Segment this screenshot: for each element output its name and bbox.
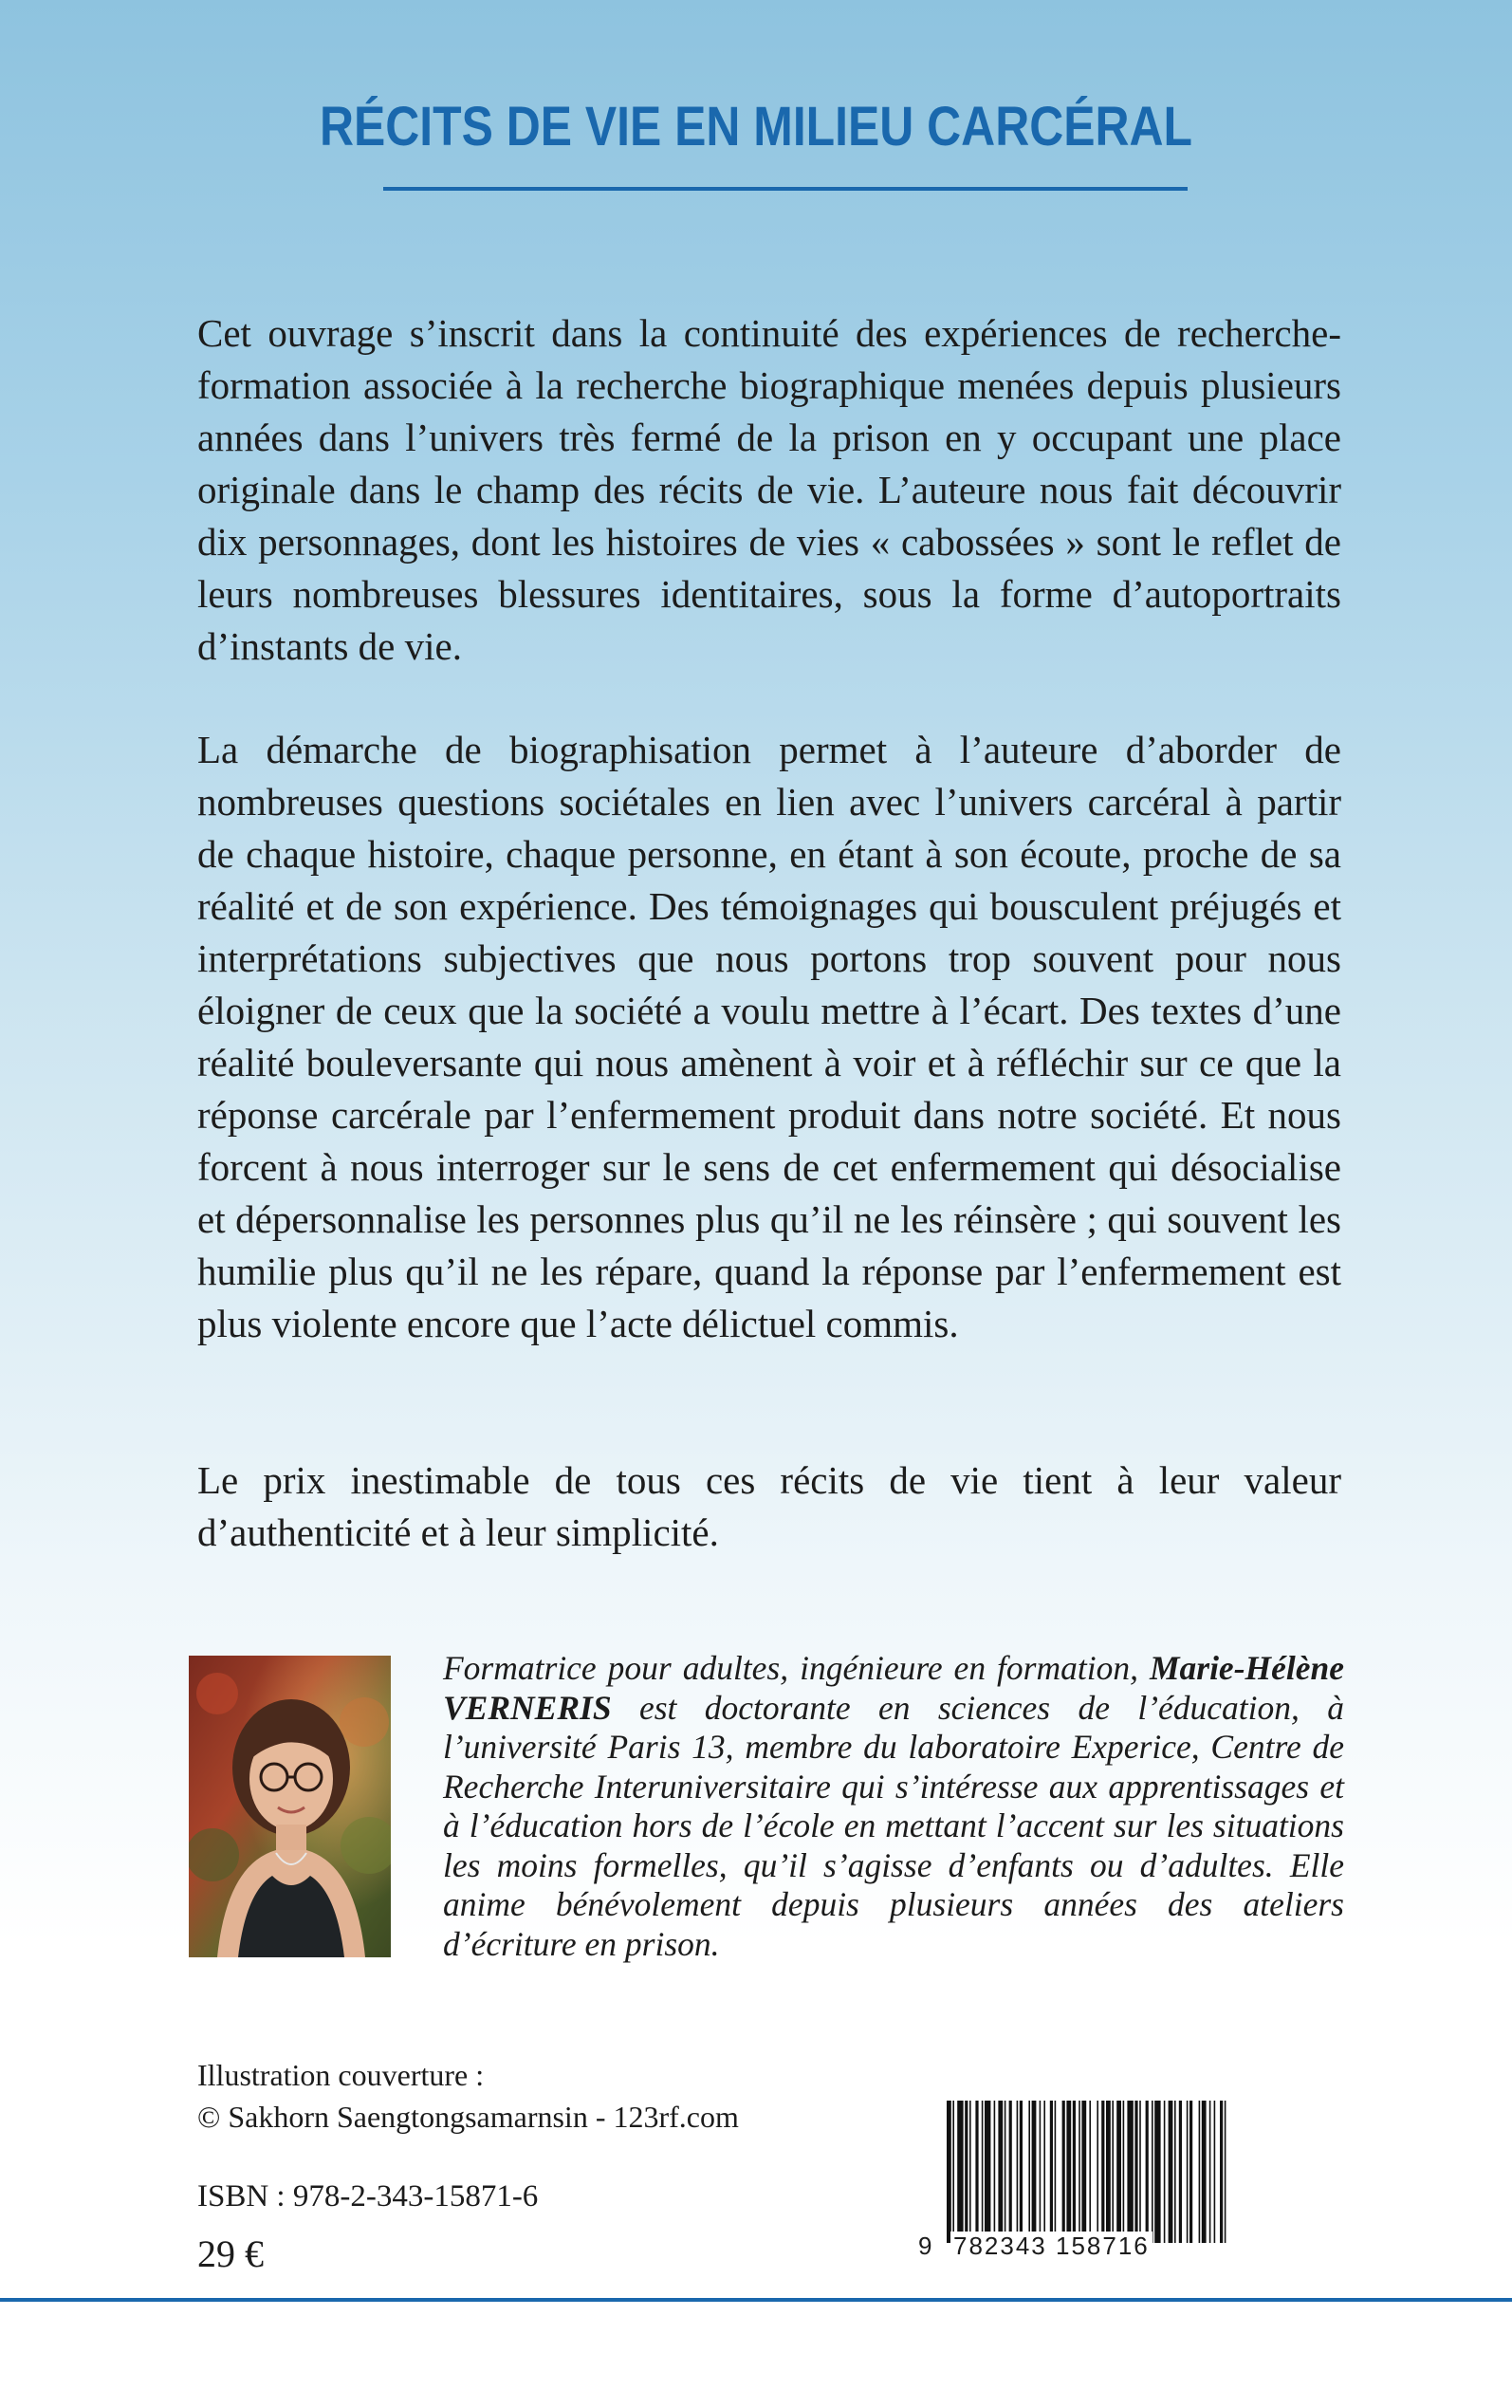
barcode-bar [1154,2101,1160,2243]
barcode-bar [957,2101,963,2243]
barcode-bar [965,2101,968,2243]
barcode-bar [975,2101,978,2243]
summary-paragraph-2: La démarche de biographisation permet à l’auteure d’aborder de nombreuses questions sociétales en lien avec l’univers carcéral à partir de chaque histoire, chaque personne, en étant à son écoute, proche de sa réalité et de son expérience. Des témoignages qui bousculent préjugés et interprétations subjectives que nous portons trop souvent pour nous éloigner de ceux que la société a voulu mettre à l’écart. Des textes d’une réalité bouleversante qui nous amènent à voir et à réfléchir sur ce que la réponse carcérale par l’enfermement produit dans notre société. Et nous forcent à nous interroger sur le sens de cet enfermement qui désocialise et dépersonnalise les personnes plus qu’il ne les réinsère ; qui souvent les humilie plus qu’il ne les répare, quand la réponse par l’enfermement est plus violente encore que l’acte délictuel commis. [197,728,1341,1345]
author-photo [189,1656,391,1957]
barcode-bar [1123,2101,1125,2243]
barcode-bar [1062,2101,1065,2243]
barcode-bar [1179,2101,1182,2243]
barcode-bar [1081,2101,1086,2243]
barcode-bar [1127,2101,1133,2243]
bio-text: est doctorante en sciences de l’éducation, à l’université Paris 13, membre du laboratoire Experice, Centre de Recherche Interuniversitaire qui s’intéresse aux apprentissages et à l’éducation hors de l’école en mettant l’accent sur les situations les moins formelles, qu’il s’agisse d’enfants ou d’adultes. Elle anime bénévolement depuis plusieurs années des ateliers d’écriture en prison. [443,1688,1344,1963]
barcode-bar [1214,2101,1216,2243]
barcode-bar [1055,2101,1057,2243]
barcode-bar [985,2101,990,2243]
barcode-bar [1106,2101,1111,2243]
barcode-bar [969,2101,971,2243]
barcode-bar [1009,2101,1012,2243]
author-bio [443,1649,1344,1964]
barcode-bar [1146,2101,1149,2243]
barcode-bar [1189,2101,1192,2243]
barcode-bar [1017,2101,1019,2243]
illustration-credit-source: © Sakhorn Saengtongsamarnsin - 123rf.com [197,2100,739,2134]
barcode-bar [982,2101,984,2243]
barcode-bar [1040,2101,1042,2243]
summary-paragraph-3: Le prix inestimable de tous ces récits de vie tient à leur valeur d’authenticité et à leur simplicité. [197,1458,1341,1554]
author-name: Marie-Hélène VERNERIS [443,1649,1344,1727]
barcode-bar [1220,2101,1223,2243]
barcode-bar [1187,2101,1189,2243]
barcode-bar [1089,2101,1091,2243]
barcode-bar [1209,2101,1211,2243]
illustration-credit-label: Illustration couverture : [197,2058,485,2092]
barcode-first-digit: 9 [918,2232,934,2260]
barcode-bar [1199,2101,1201,2243]
barcode-bar [1073,2101,1076,2243]
barcode-bar [1028,2101,1030,2243]
price: 29 € [197,2232,264,2275]
barcode-bar [1050,2101,1053,2243]
barcode-bars [918,2101,1245,2243]
barcode-bar [1101,2101,1104,2243]
barcode-bar [1134,2101,1137,2243]
bio-intro: Formatrice pour adultes, ingénieure en formation, [443,1649,1150,1687]
barcode-bar [1164,2101,1166,2243]
barcode-bar [1174,2101,1176,2243]
barcode-bar [1169,2101,1173,2243]
book-title: RÉCITS DE VIE EN MILIEU CARCÉRAL [319,96,1193,157]
barcode-digits: 782343 158716 [950,2232,1152,2261]
barcode-bar [994,2101,996,2243]
barcode-bar [1152,2101,1153,2243]
barcode-bar [1097,2101,1098,2243]
barcode-bar [998,2101,1003,2243]
barcode-bar [1202,2101,1207,2243]
barcode-bar [1139,2101,1141,2243]
barcode-bar [1043,2101,1045,2243]
barcode-bar [1020,2101,1023,2243]
isbn: ISBN : 978-2-343-15871-6 [197,2179,539,2214]
barcode-bar [1116,2101,1121,2243]
barcode-bar [1032,2101,1037,2243]
barcode-bar [1079,2101,1080,2243]
summary-paragraph-1: Cet ouvrage s’inscrit dans la continuité des expériences de recherche-formation associée à la recherche biographique menées depuis plusieurs années dans l’univers très fermé de la prison en y occupant une place originale dans le champ des récits de vie. L’auteure nous fait découvrir dix personnages, dont les histoires de vies « cabossées » sont le reflet de leurs nombreuses blessures identitaires, sous la forme d’autoportraits d’instants de vie. [197,311,1341,668]
barcode-bar [1225,2101,1226,2243]
bottom-rule [0,2298,1512,2302]
barcode-bar [952,2101,954,2243]
barcode-bar [947,2101,951,2243]
title-underline [383,187,1188,191]
barcode-bar [1112,2101,1114,2243]
barcode-bar [1066,2101,1071,2243]
barcode-bar [1005,2101,1006,2243]
